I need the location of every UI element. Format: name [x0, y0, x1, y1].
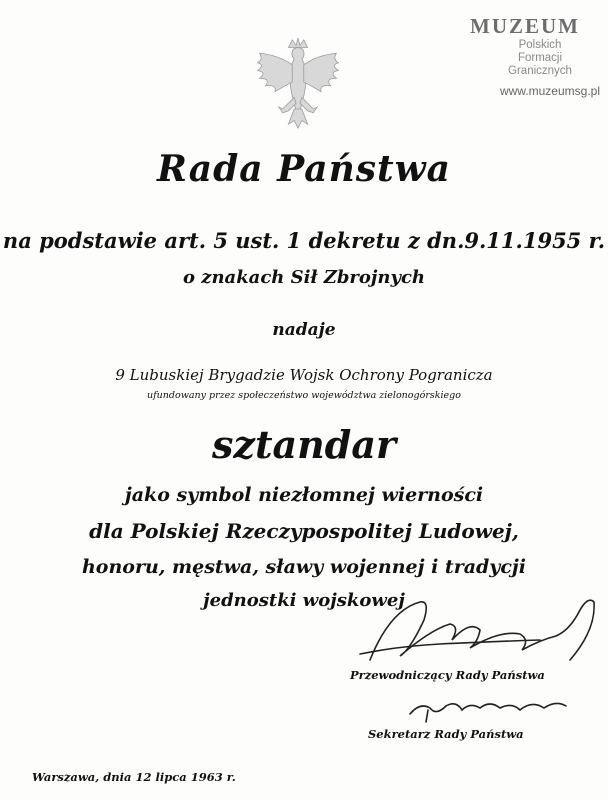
- symbol-line-3: honoru, męstwa, sławy wojennej i tradycji: [81, 556, 527, 578]
- basis-line: na podstawie art. 5 ust. 1 dekretu z dn.9.11.1955 r.: [2, 228, 606, 253]
- museum-line-2: Formacji: [517, 52, 563, 64]
- decree-subject: o znakach Sił Zbrojnych: [182, 267, 426, 288]
- signature-2: [410, 703, 566, 714]
- signatory-1-role: Przewodniczący Rady Państwa: [350, 668, 545, 682]
- museum-url: www.muzeumsg.pl: [499, 84, 600, 98]
- museum-line-3: Granicznych: [508, 65, 572, 77]
- signature-2-stroke: [426, 710, 428, 722]
- museum-watermark: [450, 14, 600, 98]
- signature-1-flourish: [360, 640, 540, 654]
- recipient-line: 9 Lubuskiej Brygadzie Wojsk Ochrony Pogranicza: [115, 366, 493, 384]
- document-title: Rada Państwa: [157, 148, 451, 190]
- signatory-2-role: Sekretarz Rady Państwa: [368, 727, 524, 741]
- funded-by-line: ufundowany przez społeczeństwo województwa zielonogórskiego: [147, 390, 461, 401]
- award-sztandar: sztandar: [212, 422, 396, 467]
- white-eagle-icon: [250, 36, 346, 132]
- symbol-line-1: jako symbol niezłomnej wierności: [124, 484, 484, 506]
- museum-name: MUZEUM: [470, 14, 580, 38]
- museum-line-1: Polskich: [518, 39, 562, 51]
- signature-1: [370, 600, 594, 660]
- verb-nadaje: nadaje: [272, 320, 336, 340]
- place-date: Warszawa, dnia 12 lipca 1963 r.: [32, 770, 236, 784]
- symbol-line-4: jednostki wojskowej: [203, 590, 405, 611]
- symbol-line-2: dla Polskiej Rzeczypospolitej Ludowej,: [89, 519, 519, 543]
